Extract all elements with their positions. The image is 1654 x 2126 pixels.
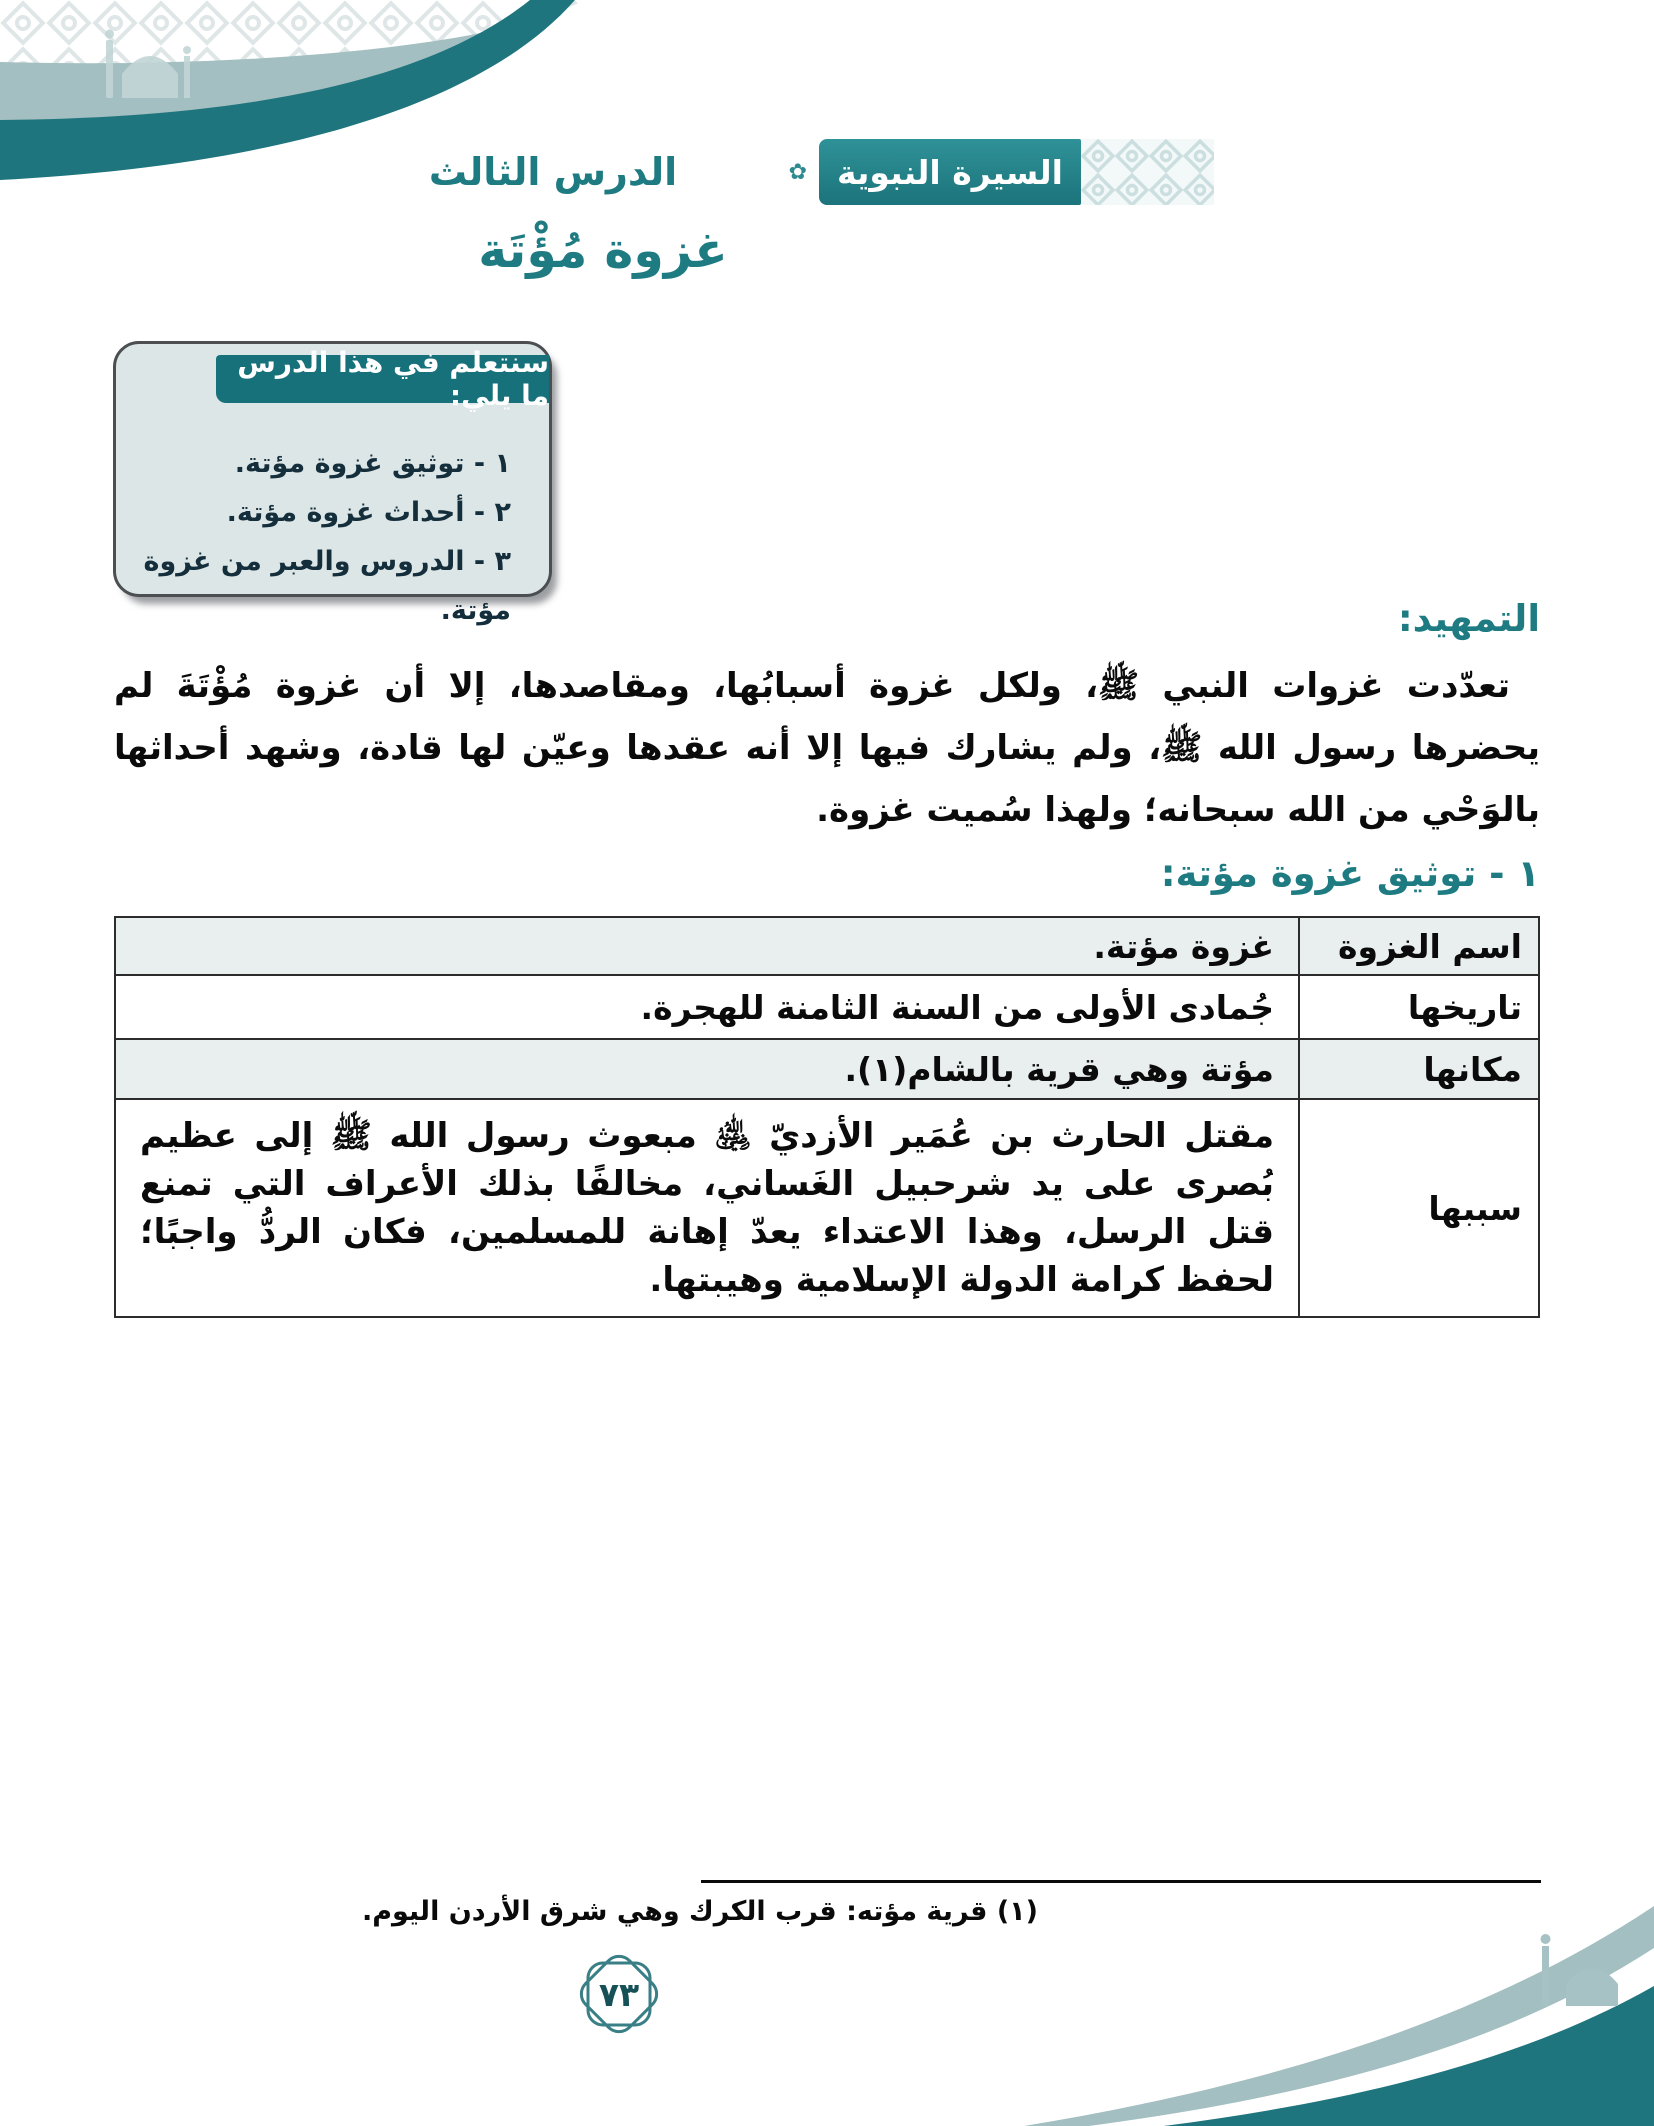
battle-documentation-table	[114, 916, 1540, 1318]
table-row	[115, 917, 1539, 975]
section-1-heading: ١ - توثيق غزوة مؤتة:	[1160, 852, 1540, 895]
footnote: (١) قرية مؤته: قرب الكرك وهي شرق الأردن اليوم.	[361, 1896, 1038, 1927]
page-number-seal	[560, 1942, 678, 2046]
learning-objective-item: ٢ - أحداث غزوة مؤتة.	[226, 497, 511, 528]
learning-objectives-heading: سنتعلم في هذا الدرس ما يلي:	[216, 355, 549, 403]
lesson-main-title: غزوة مُؤْتَة	[478, 222, 728, 279]
chapter-badge	[819, 139, 1081, 205]
learning-objectives-list	[132, 439, 511, 635]
chapter-badge-label: السيرة النبوية	[837, 152, 1063, 192]
row-label-cause: سببها	[1299, 1099, 1539, 1317]
flower-ornament-icon: ✿	[788, 159, 807, 185]
intro-heading: التمهيد:	[1397, 597, 1540, 640]
footnote-separator	[701, 1880, 1541, 1883]
learning-objectives-box	[113, 341, 552, 626]
row-value-battle-name: غزوة مؤتة.	[115, 917, 1299, 975]
row-label-date: تاريخها	[1299, 975, 1539, 1039]
chapter-band-pattern	[1081, 139, 1214, 205]
top-corner-decoration	[0, 0, 770, 250]
chapter-header	[789, 139, 1214, 205]
row-value-cause: مقتل الحارث بن عُمَير الأزديّ ﵁ مبعوث رسول الله ﷺ إلى عظيم بُصرى على يد شرحبيل الغَساني، مخالفًا بذلك الأعراف التي تمنع قتل الرسل، وهذا الاعتداء يعدّ إهانة للمسلمين، فكان الردُّ واجبًا؛ لحفظ كرامة الدولة الإسلامية وهيبتها.	[115, 1099, 1299, 1317]
page-number: ٧٣	[598, 1974, 640, 2014]
table-row	[115, 1099, 1539, 1317]
row-label-place: مكانها	[1299, 1039, 1539, 1099]
row-value-date: جُمادى الأولى من السنة الثامنة للهجرة.	[115, 975, 1299, 1039]
intro-paragraph: تعدّدت غزوات النبي ﷺ، ولكل غزوة أسبابُها، ومقاصدها، إلا أن غزوة مُؤْتَةَ لم يحضرها رسول الله ﷺ، ولم يشارك فيها إلا أنه عقدها وعيّن لها قادة، وشهد أحداثها بالوَحْي من الله سبحانه؛ ولهذا سُميت غزوة.	[114, 666, 1540, 830]
row-value-place: مؤتة وهي قرية بالشام(١).	[115, 1039, 1299, 1099]
learning-objective-item: ١ - توثيق غزوة مؤتة.	[234, 448, 511, 479]
table-row	[115, 1039, 1539, 1099]
lesson-number-title: الدرس الثالث	[428, 150, 678, 194]
learning-objective-item: ٣ - الدروس والعبر من غزوة مؤتة.	[143, 546, 511, 626]
row-label-battle-name: اسم الغزوة	[1299, 917, 1539, 975]
table-row	[115, 975, 1539, 1039]
